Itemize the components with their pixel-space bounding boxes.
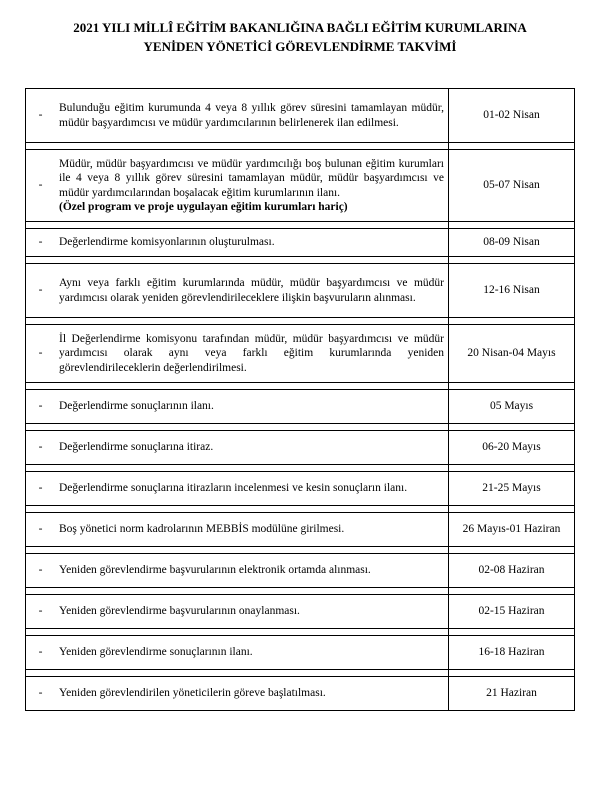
row-spacer bbox=[26, 588, 575, 595]
row-spacer bbox=[26, 465, 575, 472]
row-spacer bbox=[26, 257, 575, 264]
spacer-cell bbox=[26, 257, 56, 264]
schedule-row bbox=[26, 513, 575, 547]
row-marker: - bbox=[26, 229, 56, 257]
row-description-cell bbox=[55, 89, 449, 143]
row-description-cell bbox=[55, 513, 449, 547]
row-spacer bbox=[26, 143, 575, 150]
document-title bbox=[0, 18, 600, 56]
row-spacer bbox=[26, 629, 575, 636]
row-marker: - bbox=[26, 513, 56, 547]
row-description-cell bbox=[55, 595, 449, 629]
row-description-cell bbox=[55, 150, 449, 222]
row-date: 26 Mayıs-01 Haziran bbox=[449, 513, 575, 547]
spacer-cell bbox=[26, 547, 56, 554]
spacer-cell bbox=[449, 383, 575, 390]
spacer-cell bbox=[449, 143, 575, 150]
row-spacer bbox=[26, 670, 575, 677]
schedule-row bbox=[26, 150, 575, 222]
row-description: Aynı veya farklı eğitim kurumlarında müdür, müdür başyardımcısı ve müdür yardımcısı olarak yeniden görevlendirileceklere ilişkin başvuruların alınması. bbox=[59, 277, 444, 304]
row-note: (Özel program ve proje uygulayan eğitim kurumları hariç) bbox=[59, 201, 348, 213]
row-spacer bbox=[26, 318, 575, 325]
row-marker: - bbox=[26, 390, 56, 424]
row-spacer bbox=[26, 547, 575, 554]
schedule-table bbox=[25, 88, 575, 711]
row-description: Değerlendirme sonuçlarının ilanı. bbox=[59, 400, 214, 413]
row-marker: - bbox=[26, 150, 56, 222]
row-date: 05 Mayıs bbox=[449, 390, 575, 424]
row-date: 05-07 Nisan bbox=[449, 150, 575, 222]
spacer-cell bbox=[55, 222, 449, 229]
spacer-cell bbox=[55, 670, 449, 677]
spacer-cell bbox=[449, 465, 575, 472]
row-marker: - bbox=[26, 325, 56, 383]
spacer-cell bbox=[449, 588, 575, 595]
row-description: Yeniden görevlendirme başvurularının onaylanması. bbox=[59, 605, 300, 618]
row-marker: - bbox=[26, 472, 56, 506]
spacer-cell bbox=[55, 588, 449, 595]
row-description-cell bbox=[55, 472, 449, 506]
spacer-cell bbox=[26, 506, 56, 513]
schedule-row bbox=[26, 264, 575, 318]
spacer-cell bbox=[55, 547, 449, 554]
spacer-cell bbox=[449, 222, 575, 229]
row-date: 06-20 Mayıs bbox=[449, 431, 575, 465]
row-date: 08-09 Nisan bbox=[449, 229, 575, 257]
title-line-1: 2021 YILI MİLLÎ EĞİTİM BAKANLIĞINA BAĞLI EĞİTİM KURUMLARINA bbox=[73, 20, 527, 35]
row-description: Bulunduğu eğitim kurumunda 4 veya 8 yıllık görev süresini tamamlayan müdür, müdür başyardımcısı ve müdür yardımcılarının belirlenerek ilan edilmesi. bbox=[59, 102, 444, 129]
row-description: Yeniden görevlendirme sonuçlarının ilanı. bbox=[59, 646, 253, 659]
schedule-row bbox=[26, 229, 575, 257]
row-marker: - bbox=[26, 264, 56, 318]
schedule-row bbox=[26, 472, 575, 506]
row-description: Değerlendirme sonuçlarına itiraz. bbox=[59, 441, 214, 454]
spacer-cell bbox=[26, 670, 56, 677]
row-marker: - bbox=[26, 595, 56, 629]
row-description: Müdür, müdür başyardımcısı ve müdür yardımcılığı boş bulunan eğitim kurumları ile 4 veya 8 yıllık görev süresini tamamlayan müdür, müdür başyardımcısı ve müdür yardımcılarından boşalacak eğitim kurumlarının ilanı. bbox=[59, 157, 444, 199]
spacer-cell bbox=[26, 318, 56, 325]
row-description-cell bbox=[55, 264, 449, 318]
spacer-cell bbox=[26, 424, 56, 431]
schedule-row bbox=[26, 325, 575, 383]
spacer-cell bbox=[26, 629, 56, 636]
row-description-cell bbox=[55, 325, 449, 383]
row-description: Yeniden görevlendirilen yöneticilerin göreve başlatılması. bbox=[59, 687, 326, 700]
row-date: 01-02 Nisan bbox=[449, 89, 575, 143]
row-date: 02-15 Haziran bbox=[449, 595, 575, 629]
schedule-row bbox=[26, 595, 575, 629]
row-description: İl Değerlendirme komisyonu tarafından müdür, müdür başyardımcısı ve müdür yardımcısı olarak aynı veya farklı eğitim kurumlarında yeniden görevlendirileceklerin değerlendirilmesi. bbox=[59, 332, 444, 374]
spacer-cell bbox=[26, 383, 56, 390]
row-description: Yeniden görevlendirme başvurularının elektronik ortamda alınması. bbox=[59, 564, 371, 577]
row-description: Değerlendirme komisyonlarının oluşturulması. bbox=[59, 236, 275, 249]
row-marker: - bbox=[26, 89, 56, 143]
spacer-cell bbox=[449, 670, 575, 677]
row-spacer bbox=[26, 506, 575, 513]
schedule-row bbox=[26, 677, 575, 711]
schedule-row bbox=[26, 390, 575, 424]
spacer-cell bbox=[55, 506, 449, 513]
row-marker: - bbox=[26, 677, 56, 711]
row-marker: - bbox=[26, 431, 56, 465]
row-spacer bbox=[26, 222, 575, 229]
spacer-cell bbox=[55, 383, 449, 390]
spacer-cell bbox=[55, 257, 449, 264]
schedule-row bbox=[26, 89, 575, 143]
row-description-cell bbox=[55, 636, 449, 670]
spacer-cell bbox=[449, 257, 575, 264]
row-marker: - bbox=[26, 554, 56, 588]
row-description-cell bbox=[55, 431, 449, 465]
row-description: Boş yönetici norm kadrolarının MEBBİS modülüne girilmesi. bbox=[59, 523, 345, 536]
row-description: Değerlendirme sonuçlarına itirazların incelenmesi ve kesin sonuçların ilanı. bbox=[59, 482, 408, 495]
row-description-cell bbox=[55, 390, 449, 424]
spacer-cell bbox=[449, 318, 575, 325]
row-date: 21-25 Mayıs bbox=[449, 472, 575, 506]
spacer-cell bbox=[26, 143, 56, 150]
schedule-body bbox=[26, 89, 575, 711]
spacer-cell bbox=[55, 424, 449, 431]
spacer-cell bbox=[449, 547, 575, 554]
row-date: 12-16 Nisan bbox=[449, 264, 575, 318]
spacer-cell bbox=[55, 465, 449, 472]
row-spacer bbox=[26, 424, 575, 431]
schedule-row bbox=[26, 431, 575, 465]
spacer-cell bbox=[55, 629, 449, 636]
spacer-cell bbox=[26, 222, 56, 229]
spacer-cell bbox=[449, 506, 575, 513]
row-date: 02-08 Haziran bbox=[449, 554, 575, 588]
spacer-cell bbox=[26, 465, 56, 472]
row-description-cell bbox=[55, 229, 449, 257]
schedule-row bbox=[26, 554, 575, 588]
row-date: 20 Nisan-04 Mayıs bbox=[449, 325, 575, 383]
title-line-2: YENİDEN YÖNETİCİ GÖREVLENDİRME TAKVİMİ bbox=[143, 39, 457, 54]
spacer-cell bbox=[55, 143, 449, 150]
row-date: 16-18 Haziran bbox=[449, 636, 575, 670]
row-marker: - bbox=[26, 636, 56, 670]
row-description-cell bbox=[55, 554, 449, 588]
row-date: 21 Haziran bbox=[449, 677, 575, 711]
spacer-cell bbox=[449, 629, 575, 636]
row-description-cell bbox=[55, 677, 449, 711]
schedule-row bbox=[26, 636, 575, 670]
spacer-cell bbox=[55, 318, 449, 325]
spacer-cell bbox=[26, 588, 56, 595]
row-spacer bbox=[26, 383, 575, 390]
spacer-cell bbox=[449, 424, 575, 431]
